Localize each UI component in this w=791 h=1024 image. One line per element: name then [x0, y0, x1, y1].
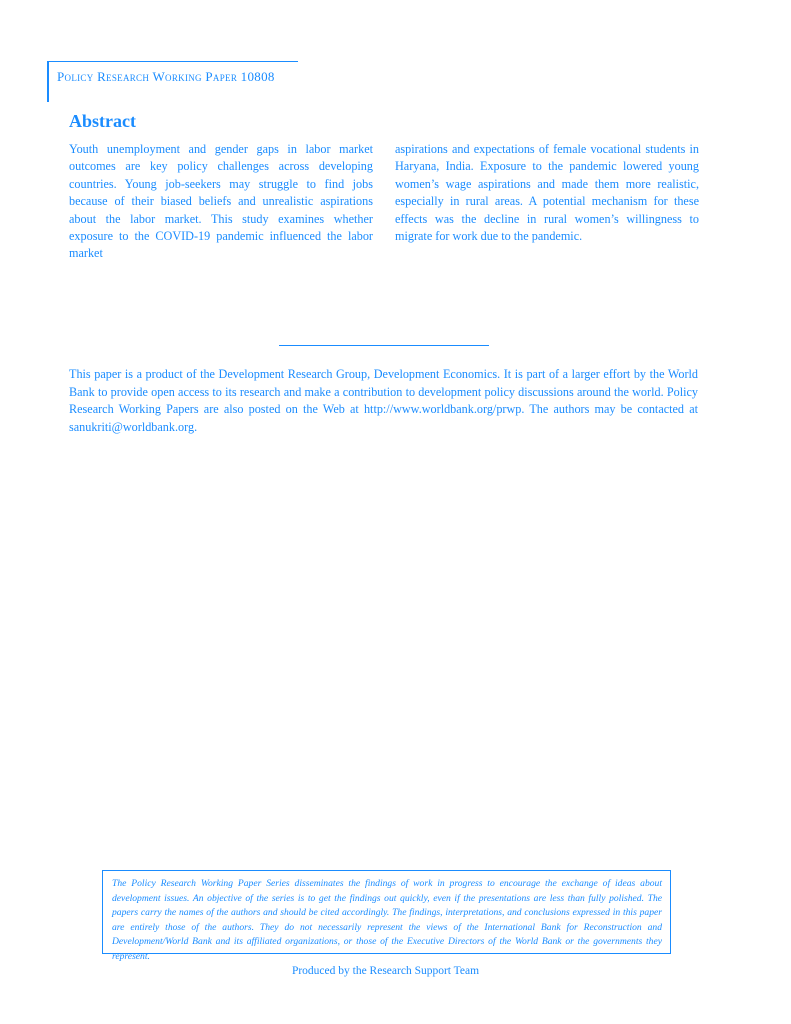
- footer-credit: Produced by the Research Support Team: [291, 965, 480, 977]
- series-label: Policy Research Working Paper 10808: [57, 69, 275, 84]
- disclaimer-box: [102, 870, 671, 962]
- product-note: This paper is a product of the Development Research Group, Development Economics. It is part of a larger effort by the World Bank to provide open access to its research and make a contribution to development policy discussions around the world. Policy Research Working Papers are also posted on the Web at http://www.worldbank.org/prwp. The authors may be contacted at sanukriti@worldbank.org.: [69, 367, 698, 434]
- abstract-column-left: Youth unemployment and gender gaps in labor market outcomes are key policy challenges across developing countries. Young job-seekers may struggle to find jobs because of their biased beliefs and unrealistic aspirations about the labor market. This study examines whether exposure to the COVID-19 pandemic influenced the labor market: [69, 142, 373, 261]
- abstract-heading: Abstract: [69, 111, 136, 131]
- abstract-column-right: aspirations and expectations of female vocational students in Haryana, India. Exposure to the pandemic lowered young women’s wage aspirations and made them more realistic, especially in rural areas. A potential mechanism for these effects was the decline in rural women’s willingness to migrate for work due to the pandemic.: [395, 142, 699, 244]
- series-header: [47, 61, 298, 102]
- section-divider: [279, 345, 489, 346]
- disclaimer-text: The Policy Research Working Paper Series disseminates the findings of work in progress to encourage the exchange of ideas about development issues. An objective of the series is to get the findings out quickly, even if the presentations are less than fully polished. The papers carry the names of the authors and should be cited accordingly. The findings, interpretations, and conclusions expressed in this paper are entirely those of the authors. They do not necessarily represent the views of the International Bank for Reconstruction and Development/World Bank and its affiliated organizations, or those of the Executive Directors of the World Bank or the governments they represent.: [112, 878, 662, 962]
